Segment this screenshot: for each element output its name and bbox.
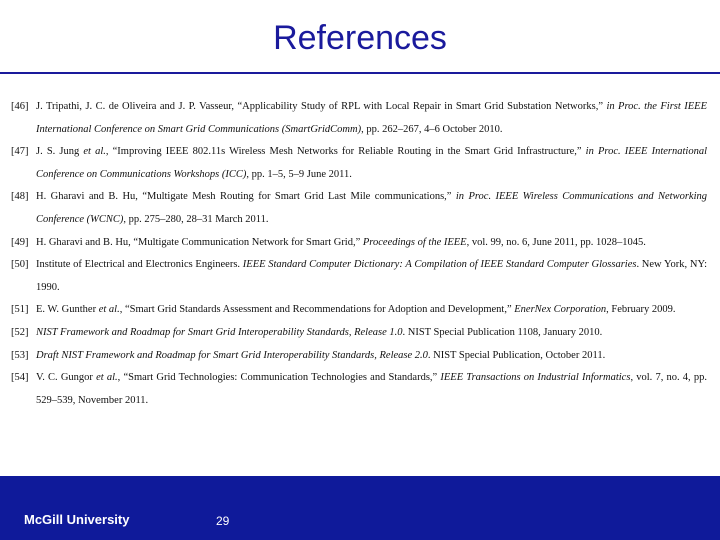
reference-text xyxy=(36,96,707,141)
footer-organization: McGill University xyxy=(24,512,130,527)
page-number: 29 xyxy=(216,514,230,528)
reference-text xyxy=(36,367,707,412)
reference-segment: , “Smart Grid Technologies: Communication Technologies and Standards,” xyxy=(117,372,441,384)
reference-number: [54] xyxy=(11,372,29,384)
reference-segment: H. Gharavi and B. Hu, “Multigate Mesh Routing for Smart Grid Last Mile communications,” xyxy=(36,191,456,203)
reference-text xyxy=(36,232,707,255)
reference-item xyxy=(11,322,707,345)
reference-italic-segment: et al. xyxy=(96,372,118,384)
reference-segment: , “Improving IEEE 802.11s Wireless Mesh Networks for Reliable Routing in the Smart Grid Infrastructure,” xyxy=(105,146,586,158)
reference-italic-segment: IEEE Transactions on Industrial Informatics xyxy=(440,372,631,384)
reference-italic-segment: EnerNex Corporation xyxy=(514,304,607,316)
reference-item xyxy=(11,141,707,186)
reference-number: [53] xyxy=(11,349,29,361)
reference-italic-segment: NIST Framework and Roadmap for Smart Grid Interoperability Standards, Release 1.0 xyxy=(36,326,403,338)
reference-italic-segment: in Proc. the First IEEE International Conference on Smart Grid Communications (SmartGridComm) xyxy=(36,101,707,135)
reference-segment: J. S. Jung xyxy=(36,146,84,158)
reference-item xyxy=(11,232,707,255)
reference-number: [50] xyxy=(11,259,29,271)
reference-number: [47] xyxy=(11,146,29,158)
reference-segment: J. Tripathi, J. C. de Oliveira and J. P. Vasseur, “Applicability Study of RPL with Local Repair in Smart Grid Substation Networks,” xyxy=(36,101,607,112)
reference-text xyxy=(36,345,707,368)
reference-italic-segment: in Proc. IEEE International Conference on Communications Workshops (ICC) xyxy=(36,146,707,180)
reference-list xyxy=(11,96,707,412)
reference-segment: , vol. 7, no. 4, pp. 529–539, November 2011. xyxy=(36,372,707,406)
reference-segment: . NIST Special Publication, October 2011. xyxy=(427,349,606,361)
reference-italic-segment: et al. xyxy=(98,304,120,316)
slide-title: References xyxy=(273,19,447,57)
reference-italic-segment: Proceedings of the IEEE xyxy=(362,236,467,248)
reference-segment: E. W. Gunther xyxy=(36,304,99,316)
reference-segment: , pp. 275–280, 28–31 March 2011. xyxy=(123,213,269,225)
reference-segment: V. C. Gungor xyxy=(36,372,97,384)
reference-segment: . NIST Special Publication 1108, January 2010. xyxy=(402,326,603,338)
reference-number: [52] xyxy=(11,326,29,338)
reference-item xyxy=(11,186,707,231)
title-divider xyxy=(0,72,720,74)
reference-segment: , “Smart Grid Standards Assessment and Recommendations for Adoption and Development,” xyxy=(119,304,515,316)
footer-bar xyxy=(0,476,720,540)
reference-italic-segment: Draft NIST Framework and Roadmap for Smart Grid Interoperability Standards, Release 2.0 xyxy=(36,349,428,361)
reference-item xyxy=(11,96,707,141)
reference-number: [49] xyxy=(11,236,29,248)
reference-segment: . New York, NY: 1990. xyxy=(36,259,707,293)
reference-item xyxy=(11,367,707,412)
reference-item xyxy=(11,299,707,322)
reference-item xyxy=(11,345,707,368)
reference-number: [48] xyxy=(11,191,29,203)
reference-number: [51] xyxy=(11,304,29,316)
reference-text xyxy=(36,186,707,231)
reference-segment: Institute of Electrical and Electronics Engineers. xyxy=(36,259,243,271)
reference-italic-segment: IEEE Standard Computer Dictionary: A Compilation of IEEE Standard Computer Glossaries xyxy=(242,259,637,271)
reference-text xyxy=(36,322,707,345)
reference-segment: , February 2009. xyxy=(606,304,676,316)
reference-segment: , pp. 1–5, 5–9 June 2011. xyxy=(246,168,352,180)
reference-segment: H. Gharavi and B. Hu, “Multigate Communication Network for Smart Grid,” xyxy=(36,236,363,248)
reference-item xyxy=(11,254,707,299)
reference-text xyxy=(36,141,707,186)
reference-segment: , pp. 262–267, 4–6 October 2010. xyxy=(361,123,503,135)
reference-number: [46] xyxy=(11,101,29,112)
reference-italic-segment: in Proc. IEEE Wireless Communications and Networking Conference (WCNC) xyxy=(36,191,707,225)
reference-text xyxy=(36,299,707,322)
reference-text xyxy=(36,254,707,299)
reference-segment: , vol. 99, no. 6, June 2011, pp. 1028–1045. xyxy=(466,236,646,248)
reference-italic-segment: et al. xyxy=(83,146,106,158)
